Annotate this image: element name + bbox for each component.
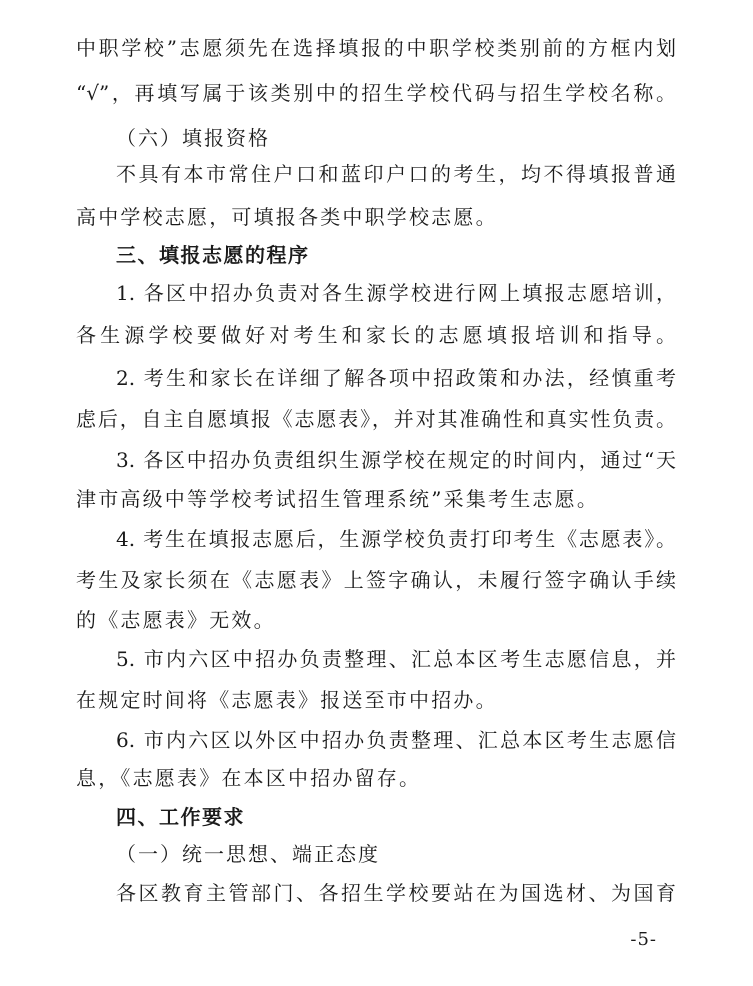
section-heading: 三、填报志愿的程序 (116, 243, 310, 267)
subsection-heading: （六）填报资格 (116, 126, 270, 150)
text-line: 2. 考生和家长在详细了解各项中招政策和办法，经慎重考 (116, 366, 676, 390)
text-line: 息，《志愿表》在本区中招办留存。 (76, 766, 422, 790)
text-line: 1. 各区中招办负责对各生源学校进行网上填报志愿培训， (116, 281, 676, 305)
text-line: 在规定时间将《志愿表》报送至市中招办。 (76, 688, 498, 712)
text-line: 高中学校志愿，可填报各类中职学校志愿。 (76, 205, 498, 229)
text-line: 虑后，自主自愿填报《志愿表》，并对其准确性和真实性负责。 (76, 407, 676, 431)
section-heading: 四、工作要求 (116, 805, 245, 829)
page-number: -5- (630, 929, 657, 950)
text-line: 津市高级中等学校考试招生管理系统”采集考生志愿。 (76, 487, 600, 511)
text-line: 6. 市内六区以外区中招办负责整理、汇总本区考生志愿信 (116, 728, 676, 752)
subsection-heading: （一）统一思想、端正态度 (116, 842, 380, 866)
text-line: 4. 考生在填报志愿后，生源学校负责打印考生《志愿表》。 (116, 527, 676, 551)
text-line: 各生源学校要做好对考生和家长的志愿填报培训和指导。 (76, 323, 676, 347)
text-line: 5. 市内六区中招办负责整理、汇总本区考生志愿信息，并 (116, 647, 676, 671)
text-line: 不具有本市常住户口和蓝印户口的考生，均不得填报普通 (116, 162, 676, 186)
text-line: 考生及家长须在《志愿表》上签字确认，未履行签字确认手续 (76, 568, 676, 592)
text-line: 3. 各区中招办负责组织生源学校在规定的时间内，通过“天 (116, 448, 676, 472)
text-line: “√”，再填写属于该类别中的招生学校代码与招生学校名称。 (76, 81, 676, 105)
text-line: 中职学校”志愿须先在选择填报的中职学校类别前的方框内划 (76, 36, 676, 60)
text-line: 各区教育主管部门、各招生学校要站在为国选材、为国育 (116, 881, 676, 905)
text-line: 的《志愿表》无效。 (76, 608, 276, 632)
